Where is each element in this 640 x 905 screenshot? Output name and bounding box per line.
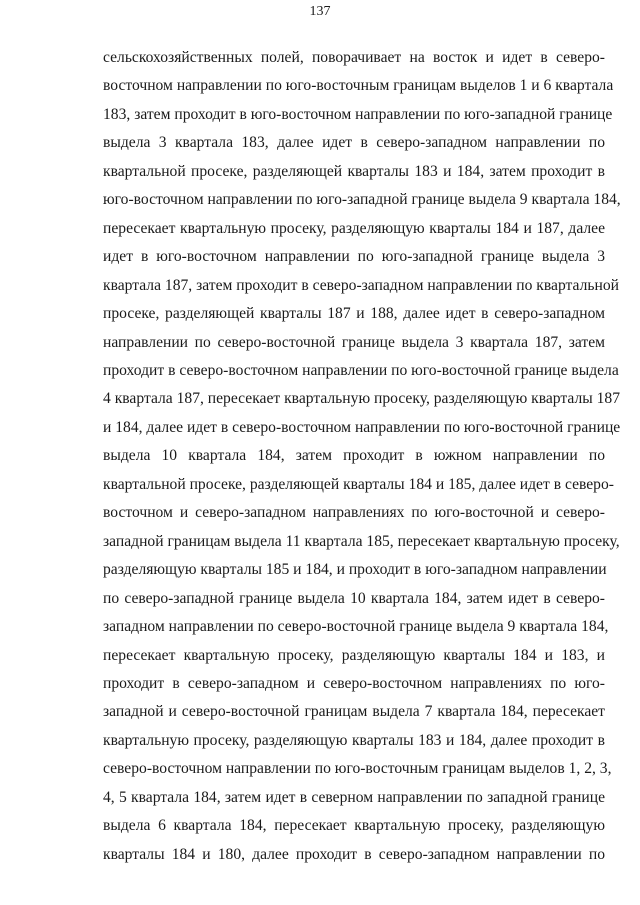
page-number: 137: [309, 4, 331, 19]
text-line: квартальную просеку, разделяющую кварталы 183 и 184, далее проходит в: [103, 731, 605, 749]
text-line: западной границам выдела 11 квартала 185, пересекает квартальную просеку,: [103, 532, 620, 550]
text-line: выдела 3 квартала 183, далее идет в северо-западном направлении по: [103, 134, 605, 152]
text-line: и 184, далее идет в северо-восточном направлении по юго-восточной границе: [103, 418, 621, 436]
text-line: разделяющую кварталы 185 и 184, и проходит в юго-западном направлении: [103, 561, 607, 579]
text-line: квартальной просеке, разделяющей кварталы 183 и 184, затем проходит в: [103, 162, 605, 180]
text-line: выдела 10 квартала 184, затем проходит в южном направлении по: [103, 447, 605, 465]
text-line: 4, 5 квартала 184, затем идет в северном направлении по западной границе: [103, 788, 605, 806]
document-body: [103, 44, 621, 869]
text-line: восточном и северо-западном направлениях по юго-восточной и северо-: [103, 504, 605, 522]
text-line: 4 квартала 187, пересекает квартальную просеку, разделяющую кварталы 187: [103, 390, 620, 408]
text-line: 183, затем проходит в юго-восточном направлении по юго-западной границе: [103, 105, 613, 123]
text-line: выдела 6 квартала 184, пересекает квартальную просеку, разделяющую: [103, 817, 605, 835]
text-line: проходит в северо-восточном направлении по юго-восточной границе выдела: [103, 361, 619, 379]
text-line: кварталы 184 и 180, далее проходит в северо-западном направлении по: [103, 845, 605, 863]
text-line: квартальной просеке, разделяющей кварталы 184 и 185, далее идет в северо-: [103, 475, 614, 493]
text-line: юго-восточном направлении по юго-западной границе выдела 9 квартала 184,: [103, 191, 621, 209]
text-line: по северо-западной границе выдела 10 квартала 184, затем идет в северо-: [103, 589, 605, 607]
text-line: восточном направлении по юго-восточным границам выделов 1 и 6 квартала: [103, 77, 614, 95]
text-line: квартала 187, затем проходит в северо-западном направлении по квартальной: [103, 276, 619, 294]
text-line: сельскохозяйственных полей, поворачивает на восток и идет в северо-: [103, 49, 605, 66]
text-line: западной и северо-восточной границам выдела 7 квартала 184, пересекает: [103, 703, 605, 721]
text-line: пересекает квартальную просеку, разделяющую кварталы 184 и 183, и: [103, 646, 605, 664]
text-line: пересекает квартальную просеку, разделяющую кварталы 184 и 187, далее: [103, 219, 605, 237]
text-line: идет в юго-восточном направлении по юго-западной границе выдела 3: [103, 248, 605, 266]
text-line: просеке, разделяющей кварталы 187 и 188, далее идет в северо-западном: [103, 305, 605, 323]
text-line: северо-восточном направлении по юго-восточным границам выделов 1, 2, 3,: [103, 760, 612, 778]
text-line: проходит в северо-западном и северо-восточном направлениях по юго-: [103, 674, 605, 692]
text-line: направлении по северо-восточной границе выдела 3 квартала 187, затем: [103, 333, 605, 351]
text-line: западном направлении по северо-восточной границе выдела 9 квартала 184,: [103, 618, 609, 636]
